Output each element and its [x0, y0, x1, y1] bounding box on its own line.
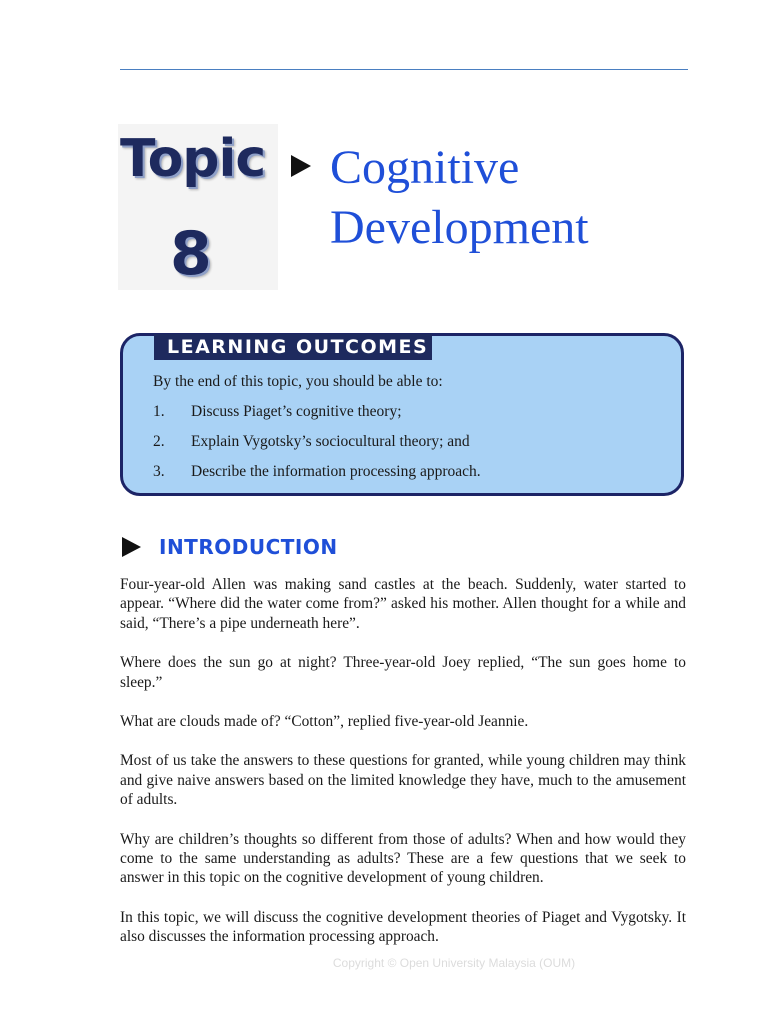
- introduction-heading: INTRODUCTION: [159, 535, 338, 559]
- section-arrow-icon: [122, 537, 141, 557]
- topic-word: Topic: [120, 129, 266, 189]
- title-arrow-icon: [291, 155, 311, 177]
- learning-outcome-number: 2.: [153, 433, 165, 450]
- learning-outcome-item: [153, 402, 402, 422]
- body-paragraph: In this topic, we will discuss the cognitive development theories of Piaget and Vygotsky. It also discusses the information processing approach.: [120, 908, 686, 946]
- body-paragraph: What are clouds made of? “Cotton”, replied five-year-old Jeannie.: [120, 713, 529, 731]
- learning-outcome-number: 1.: [153, 403, 165, 420]
- chapter-title-line-2: Development: [330, 201, 589, 254]
- learning-outcome-item: [153, 462, 481, 482]
- copyright-watermark: Copyright © Open University Malaysia (OUM): [332, 956, 576, 970]
- top-rule: [120, 69, 688, 70]
- body-paragraph: Why are children’s thoughts so different from those of adults? When and how would they come to the same understanding as adults? These are a few questions that we seek to answer in this topic on the cognitive development of young children.: [120, 830, 686, 887]
- chapter-title-line-1: Cognitive: [330, 141, 520, 194]
- topic-number: 8: [170, 219, 212, 289]
- learning-outcome-text: Discuss Piaget’s cognitive theory;: [191, 403, 402, 420]
- learning-outcomes-label: LEARNING OUTCOMES: [154, 334, 432, 360]
- learning-outcomes-intro: By the end of this topic, you should be able to:: [153, 373, 443, 390]
- learning-outcome-text: Explain Vygotsky’s sociocultural theory; and: [191, 433, 470, 450]
- learning-outcome-number: 3.: [153, 463, 165, 480]
- learning-outcome-text: Describe the information processing approach.: [191, 463, 481, 480]
- body-paragraph: Four-year-old Allen was making sand castles at the beach. Suddenly, water started to appear. “Where did the water come from?” asked his mother. Allen thought for a while and said, “There’s a pipe underneath here”.: [120, 576, 686, 632]
- learning-outcome-item: [153, 432, 470, 452]
- body-paragraph: Most of us take the answers to these questions for granted, while young children may think and give naive answers based on the limited knowledge they have, much to the amusement of adults.: [120, 752, 686, 809]
- introduction-body: [120, 575, 686, 967]
- body-paragraph: Where does the sun go at night? Three-year-old Joey replied, “The sun goes home to sleep.”: [120, 654, 686, 691]
